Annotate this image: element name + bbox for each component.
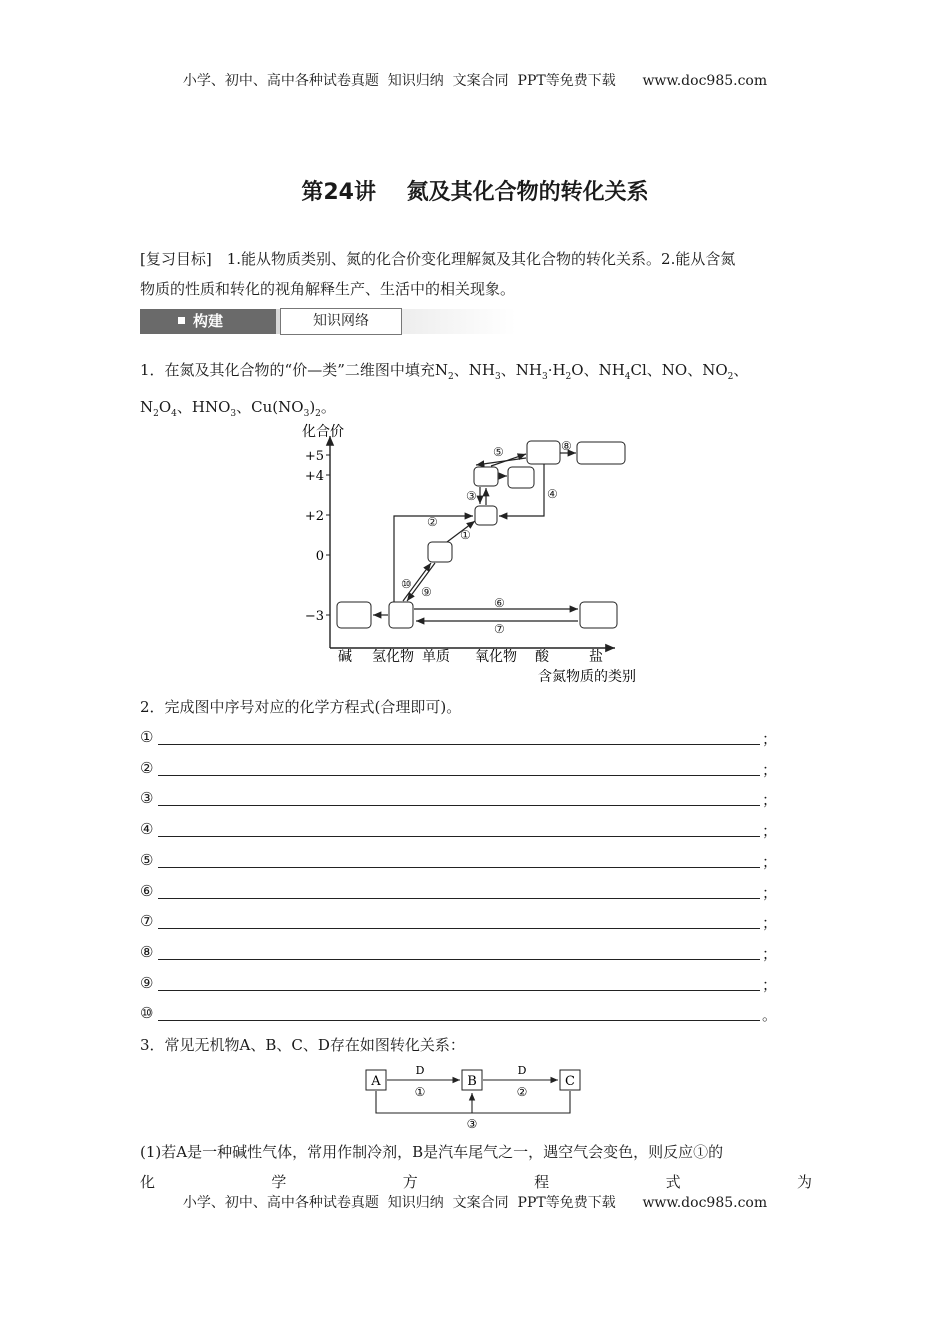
- q1-species-sub-3: 2: [565, 372, 572, 382]
- node-c: C: [565, 1074, 575, 1089]
- equation-end-punct: ；: [762, 791, 778, 810]
- equation-line: [140, 943, 780, 967]
- spread-char: 程: [534, 1173, 550, 1191]
- q1-species-base-0: N: [434, 361, 449, 379]
- equation-end-punct: ；: [762, 975, 778, 994]
- y-axis-title: 化合价: [302, 424, 344, 440]
- q1-species-tail-2: ·H: [547, 361, 566, 379]
- reaction-label-6: ⑥: [494, 596, 505, 610]
- equation-end-punct: ；: [762, 822, 778, 841]
- question-1-line1: [140, 355, 812, 392]
- box-oxide-4b: [508, 467, 534, 488]
- equation-line: [140, 974, 780, 998]
- x-category-label: 碱: [338, 649, 352, 665]
- x-category-label: 单质: [422, 649, 450, 665]
- equation-end-punct: 。: [762, 1006, 778, 1025]
- box-salt-5: [577, 442, 625, 464]
- box-oxide-4a: [474, 467, 498, 486]
- y-tick-label: +2: [304, 509, 324, 524]
- q1-line2-tail-2: 、Cu(NO: [236, 398, 304, 416]
- equation-line: [140, 789, 780, 813]
- step-3: ③: [466, 1117, 478, 1131]
- answer-blank[interactable]: [158, 898, 760, 899]
- equation-line: [140, 759, 780, 783]
- q1-line2-sub-3: 3: [303, 409, 310, 419]
- reagent-d-2: D: [517, 1064, 527, 1077]
- question-3-part-1-line1: (1)若A是一种碱性气体，常用作制冷剂，B是汽车尾气之一，遇空气会变色，则反应①的: [140, 1143, 724, 1161]
- x-axis-title: 含氮物质的类别: [538, 669, 636, 685]
- x-category-label: 氢化物: [372, 649, 414, 665]
- q1-species-tail-4: Cl、NO、NO: [630, 361, 728, 379]
- step-1: ①: [414, 1085, 426, 1099]
- q1-species-tail-0: 、: [453, 361, 469, 379]
- answer-blank[interactable]: [158, 836, 760, 837]
- spread-char: 式: [665, 1173, 681, 1191]
- box-acid-5: [527, 441, 560, 464]
- reaction-label-2: ②: [427, 515, 438, 529]
- node-a: A: [371, 1074, 381, 1089]
- y-ticks: [305, 449, 330, 624]
- equation-end-punct: ；: [762, 760, 778, 779]
- equation-number: ④: [140, 820, 154, 839]
- x-categories: [338, 648, 603, 665]
- equation-line: [140, 912, 780, 936]
- equation-line: [140, 1004, 780, 1028]
- equation-line: [140, 851, 780, 875]
- spread-char: 化: [140, 1173, 156, 1191]
- question-2-prompt: 2．完成图中序号对应的化学方程式(合理即可)。: [140, 698, 462, 716]
- valence-class-diagram: [290, 418, 670, 688]
- equation-number: ②: [140, 758, 154, 777]
- answer-blank[interactable]: [158, 1020, 760, 1021]
- q1-line2-sub-1: 4: [171, 409, 177, 419]
- reaction-label-8: ⑧: [561, 439, 572, 453]
- section-banner: [140, 308, 516, 336]
- answer-blank[interactable]: [158, 928, 760, 929]
- x-category-label: 酸: [535, 649, 549, 665]
- reaction-label-3: ③: [466, 489, 477, 503]
- q1-species-sub-2: 3: [541, 372, 548, 382]
- equation-end-punct: ；: [762, 944, 778, 963]
- square-icon: [178, 317, 185, 324]
- reaction-label-9: ⑨: [421, 585, 432, 599]
- equation-number: ⑦: [140, 912, 154, 931]
- answer-blank[interactable]: [158, 805, 760, 806]
- equation-number: ①: [140, 728, 154, 746]
- review-label: [复习目标]: [140, 250, 212, 268]
- box-hydride: [389, 602, 413, 628]
- equation-line: [140, 882, 780, 906]
- review-text-line2: 物质的性质和转化的视角解释生产、生活中的相关现象。: [140, 280, 516, 298]
- question-1-prefix: 1．在氮及其化合物的“价—类”二维图中填充: [140, 361, 435, 379]
- y-tick-label: +4: [304, 469, 324, 484]
- equation-end-punct: ；: [762, 852, 778, 871]
- abc-flow-diagram: [360, 1060, 590, 1132]
- equation-number: ⑩: [140, 1004, 154, 1023]
- question-3-prompt: 3．常见无机物A、B、C、D存在如图转化关系：: [140, 1036, 465, 1054]
- equation-end-punct: ；: [762, 730, 778, 748]
- page-title: 第24讲 氮及其化合物的转化关系: [301, 180, 649, 205]
- q1-species-sub-4: 4: [624, 372, 631, 382]
- box-element: [428, 542, 452, 562]
- equation-end-punct: ；: [762, 914, 778, 933]
- equation-number: ⑨: [140, 973, 154, 992]
- box-base: [337, 602, 371, 628]
- x-category-label: 盐: [589, 649, 603, 665]
- reaction-label-7: ⑦: [494, 622, 505, 636]
- spread-char: 为: [796, 1173, 812, 1191]
- node-b: B: [467, 1074, 477, 1089]
- answer-blank[interactable]: [158, 990, 760, 991]
- q1-species-base-2: NH: [515, 361, 542, 379]
- equation-line: [140, 728, 780, 752]
- q1-line2-tail-0: O: [158, 398, 172, 416]
- equation-number: ③: [140, 789, 154, 808]
- answer-blank[interactable]: [158, 867, 760, 868]
- answer-blank[interactable]: [158, 775, 760, 776]
- banner-left-label: 构建: [193, 312, 224, 330]
- equation-number: ⑧: [140, 942, 154, 961]
- q1-species-sub-1: 3: [494, 372, 501, 382]
- equation-number: ⑥: [140, 881, 154, 900]
- spread-char: 方: [402, 1173, 418, 1191]
- answer-blank[interactable]: [158, 959, 760, 960]
- equation-number: ⑤: [140, 850, 154, 869]
- q1-line2-base-0: N: [140, 398, 154, 416]
- equation-end-punct: ；: [762, 883, 778, 902]
- banner-right-label: 知识网络: [280, 308, 402, 335]
- y-tick-label: 0: [315, 549, 324, 564]
- y-tick-label: +5: [304, 449, 324, 464]
- answer-blank[interactable]: [158, 744, 760, 745]
- q1-species-base-1: NH: [468, 361, 495, 379]
- q1-line2-sub-4: 2: [315, 409, 321, 419]
- y-tick-label: −3: [304, 609, 324, 624]
- page-header: 小学、初中、高中各种试卷真题 知识归纳 文案合同 PPT等免费下载 www.doc985.com: [182, 73, 768, 89]
- equation-line: [140, 820, 780, 844]
- box-salt-neg3: [580, 602, 617, 628]
- x-category-label: 氧化物: [475, 649, 517, 665]
- q1-species-sub-0: 2: [448, 372, 454, 382]
- box-oxide-2: [475, 506, 497, 525]
- q1-line2-sub-0: 2: [153, 409, 159, 419]
- review-objectives: [140, 244, 812, 304]
- reaction-label-1: ①: [460, 528, 471, 542]
- q1-species-tail-3: O、NH: [571, 361, 625, 379]
- reaction-label-5: ⑤: [493, 445, 504, 459]
- banner-left: [140, 309, 276, 334]
- q1-line2-tail-1: 、HNO: [176, 398, 231, 416]
- q1-species-sub-5: 2: [727, 372, 734, 382]
- reaction-label-10: ⑩: [401, 577, 412, 591]
- review-text-line1: 1.能从物质类别、氮的化合价变化理解氮及其化合物的转化关系。2.能从含氮: [211, 250, 736, 268]
- q1-line2-tail-4: 。: [320, 398, 336, 416]
- reagent-d-1: D: [415, 1064, 425, 1077]
- q1-species-tail-5: 、: [733, 361, 749, 379]
- spread-char: 学: [271, 1173, 287, 1191]
- q1-line2-tail-3: ): [309, 398, 316, 416]
- step-2: ②: [516, 1085, 528, 1099]
- q1-species-tail-1: 、: [500, 361, 516, 379]
- reaction-label-4: ④: [547, 487, 558, 501]
- question-3-part-1: [140, 1137, 812, 1197]
- page-footer: 小学、初中、高中各种试卷真题 知识归纳 文案合同 PPT等免费下载 www.doc985.com: [182, 1195, 768, 1211]
- q1-line2-sub-2: 3: [230, 409, 237, 419]
